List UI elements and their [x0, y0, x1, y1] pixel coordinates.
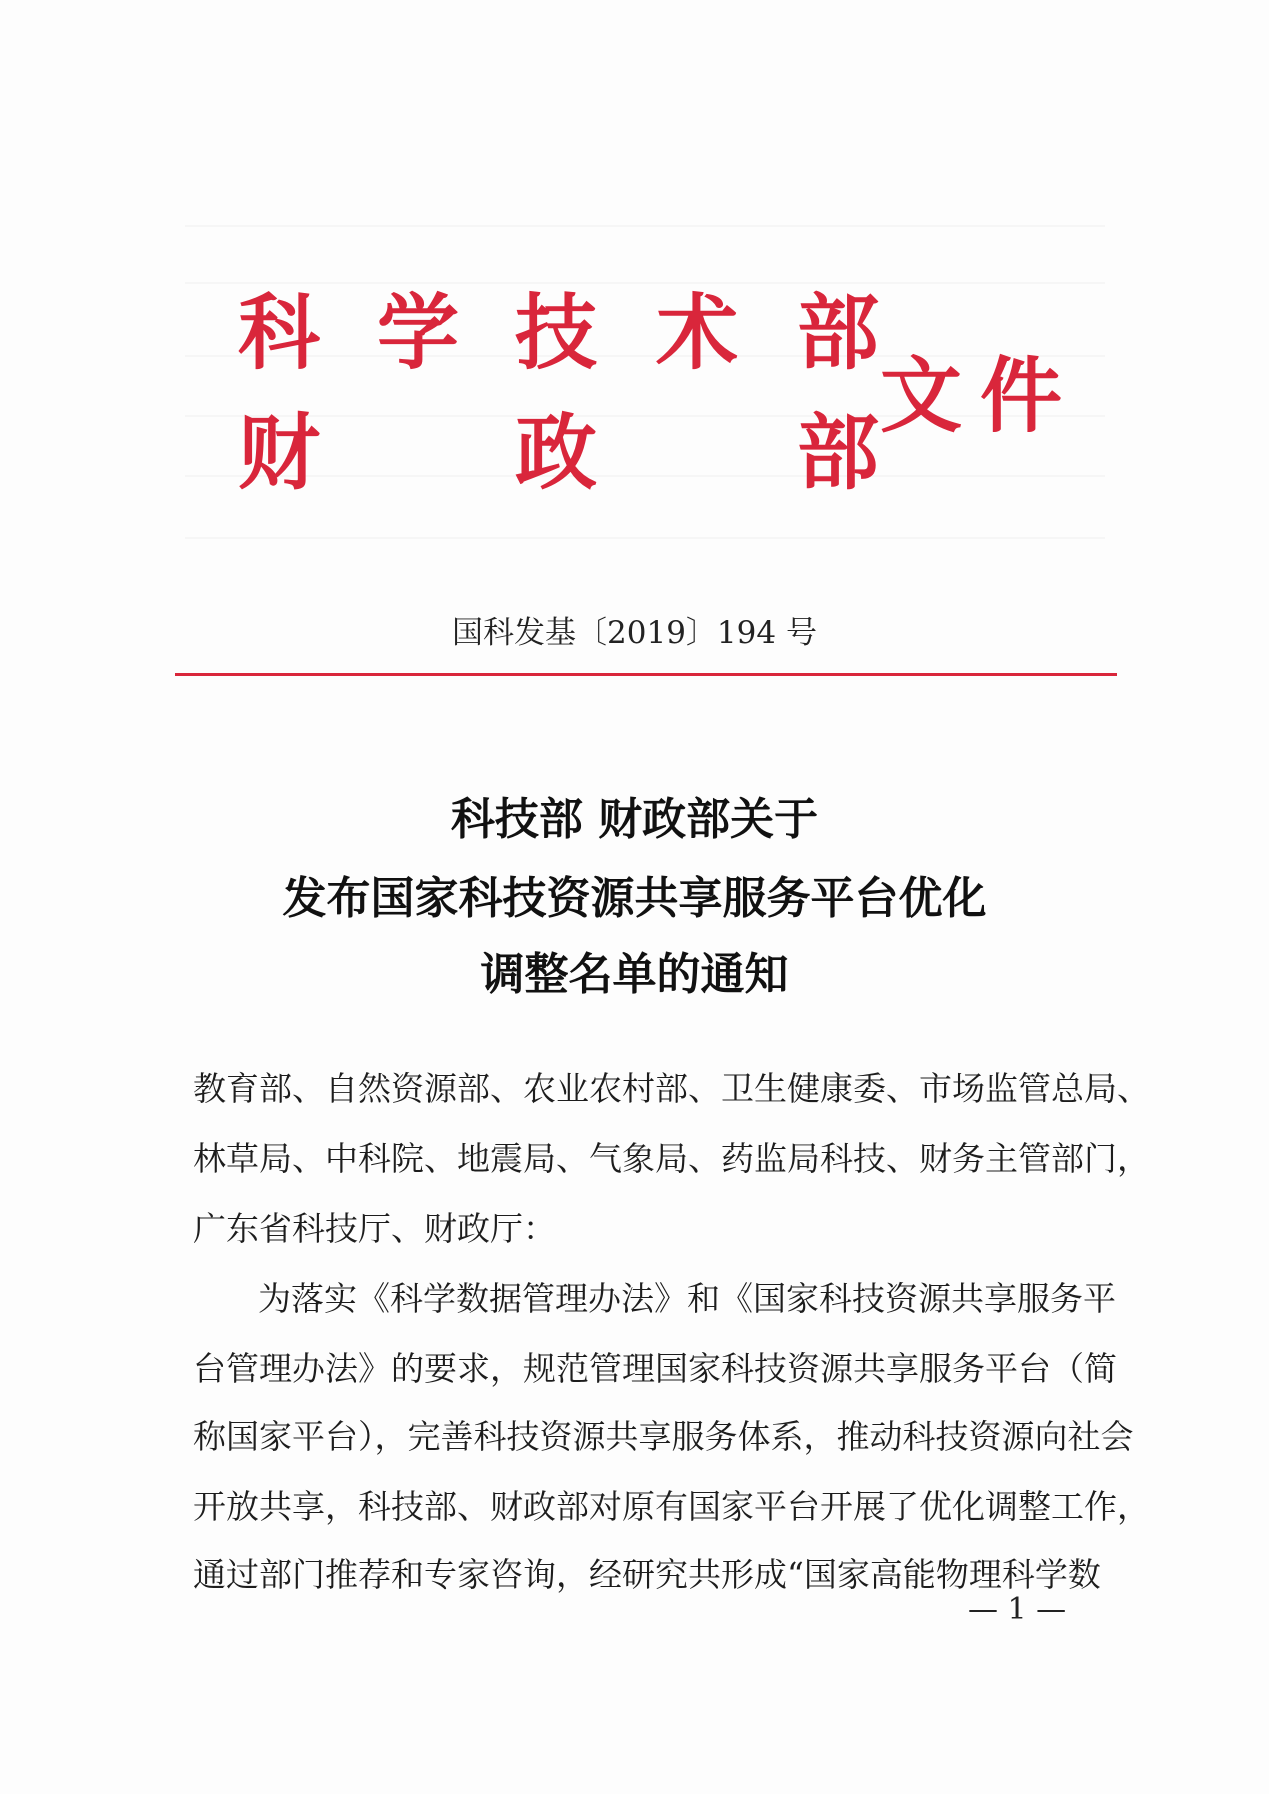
page-number: — 1 — — [968, 1592, 1067, 1627]
body-line: 通过部门推荐和专家咨询，经研究共形成“国家高能物理科学数 — [193, 1555, 1101, 1594]
letterhead-char: 政 — [515, 405, 598, 501]
letterhead-char: 技 — [515, 285, 598, 381]
recipients-line: 林草局、中科院、地震局、气象局、药监局科技、财务主管部门， — [193, 1139, 1150, 1178]
letterhead-char: 学 — [377, 285, 460, 381]
recipients-line: 教育部、自然资源部、农业农村部、卫生健康委、市场监管总局、 — [193, 1069, 1150, 1108]
body-line: 台管理办法》的要求，规范管理国家科技资源共享服务平台（简 — [193, 1349, 1117, 1388]
document-title-line1: 科技部 财政部关于 — [450, 794, 819, 845]
letterhead-char: 部 — [797, 285, 880, 381]
red-divider — [175, 673, 1117, 676]
letterhead-suffix: 文件 — [880, 348, 1081, 444]
document-title-line2: 发布国家科技资源共享服务平台优化 — [282, 873, 987, 924]
show-through-line — [185, 225, 1105, 227]
recipients-line: 广东省科技厅、财政厅： — [193, 1209, 556, 1248]
show-through-line — [185, 537, 1105, 539]
body-line: 为落实《科学数据管理办法》和《国家科技资源共享服务平 — [258, 1279, 1116, 1318]
letterhead-char: 术 — [656, 285, 739, 381]
letterhead-char: 财 — [238, 405, 321, 501]
letterhead-char: 科 — [238, 285, 321, 381]
body-line: 称国家平台），完善科技资源共享服务体系，推动科技资源向社会 — [193, 1417, 1134, 1456]
letterhead-char: 部 — [797, 405, 880, 501]
show-through-line — [185, 282, 1105, 284]
body-line: 开放共享，科技部、财政部对原有国家平台开展了优化调整工作， — [193, 1487, 1150, 1526]
document-title-line3: 调整名单的通知 — [480, 949, 789, 1000]
document-number: 国科发基〔2019〕194 号 — [452, 615, 817, 651]
show-through-line — [185, 475, 1105, 477]
